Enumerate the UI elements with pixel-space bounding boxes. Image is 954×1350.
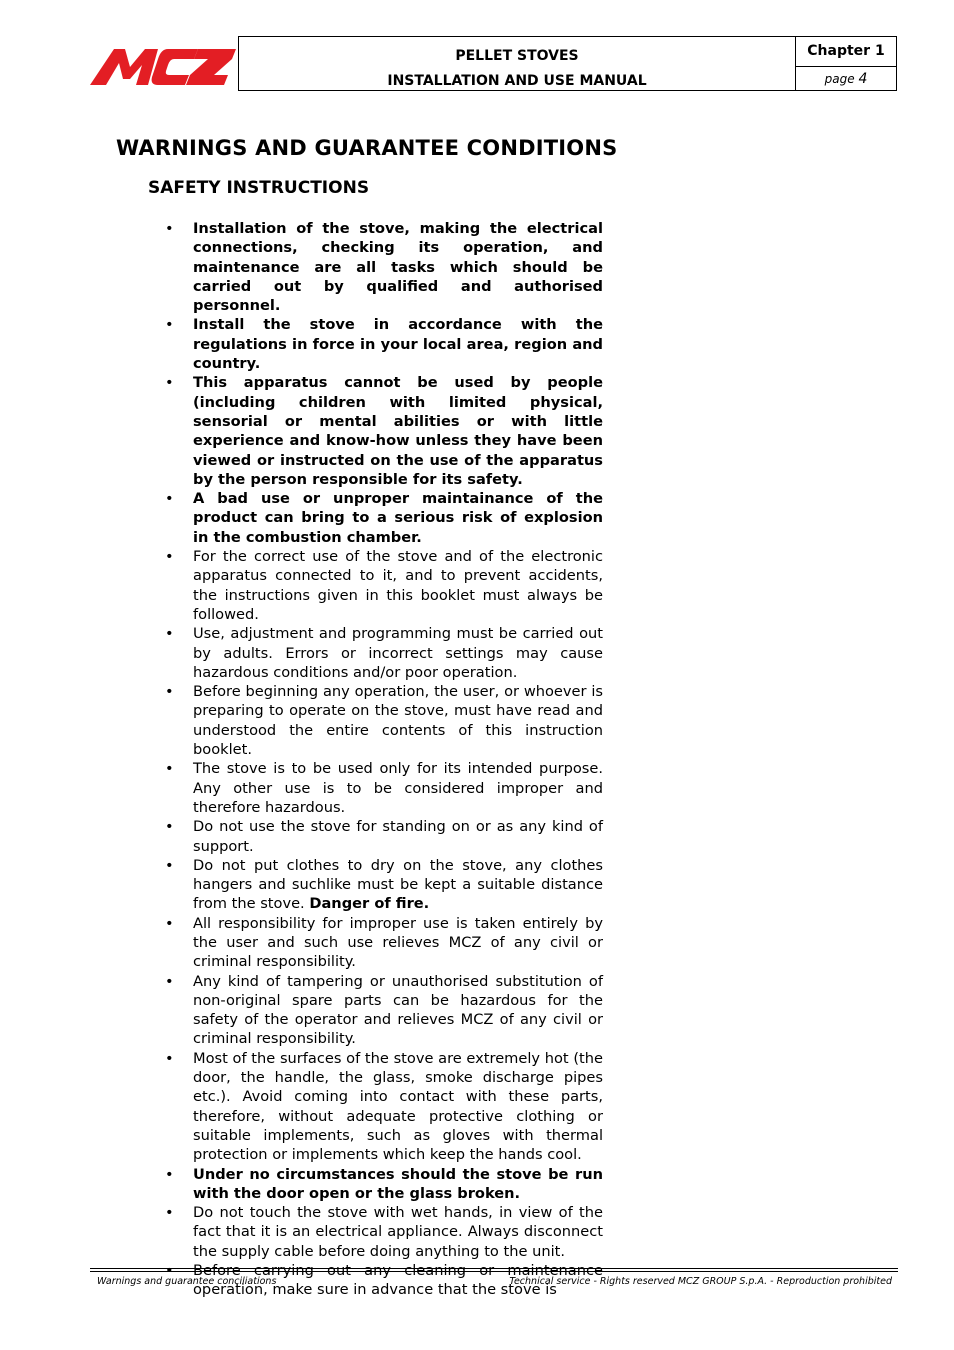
safety-instruction-text: This apparatus cannot be used by people (including children with limited physical, sensorial or mental abilities or with little experience and know-how unless they have been viewed or instructed on the use of the apparatus by the person responsible for its safety. <box>193 374 603 488</box>
bullet-icon: • <box>165 1165 174 1183</box>
safety-instruction-text: Do not put clothes to dry on the stove, any clothes hangers and suchlike must be kept a suitable distance from the stove. <box>193 856 603 913</box>
safety-instruction-item <box>163 817 603 856</box>
page-indicator <box>796 67 896 91</box>
chapter-label: Chapter 1 <box>796 37 896 67</box>
page-title: WARNINGS AND GUARANTEE CONDITIONS <box>116 136 618 160</box>
safety-instruction-text: All responsibility for improper use is taken entirely by the user and such use relieves MCZ of any civil or criminal responsibility. <box>193 914 603 971</box>
bullet-icon: • <box>165 914 174 932</box>
bullet-icon: • <box>165 1262 174 1280</box>
bullet-icon: • <box>165 316 174 334</box>
safety-instruction-item <box>163 759 603 817</box>
bullet-icon: • <box>165 625 174 643</box>
bullet-icon: • <box>165 856 174 874</box>
bullet-icon: • <box>165 818 174 836</box>
header-title-cell <box>239 37 796 90</box>
mcz-logo <box>90 43 236 87</box>
safety-instruction-item <box>163 914 603 972</box>
header-title-line2: INSTALLATION AND USE MANUAL <box>387 73 647 89</box>
safety-instruction-text: Do not touch the stove with wet hands, in view of the fact that it is an electrical appliance. Always disconnect the supply cable before doing anything to the unit. <box>193 1204 603 1260</box>
safety-instruction-text: Any kind of tampering or unauthorised substitution of non-original spare parts can be hazardous for the safety of the operator and relieves MCZ of any civil or criminal responsibility. <box>193 972 603 1048</box>
safety-instruction-text: Install the stove in accordance with the regulations in force in your local area, region and country. <box>193 316 603 373</box>
footer-divider <box>90 1268 898 1269</box>
safety-instruction-item <box>163 682 603 759</box>
safety-instruction-text: Installation of the stove, making the electrical connections, checking its operation, and maintenance are all tasks which should be carried out by qualified and authorised personnel. <box>193 220 603 315</box>
safety-instruction-text: Before carrying out any cleaning or maintenance operation, make sure in advance that the stove is <box>193 1262 603 1299</box>
safety-instruction-text: For the correct use of the stove and of the electronic apparatus connected to it, and to prevent accidents, the instructions given in this booklet must always be followed. <box>193 548 603 623</box>
safety-instruction-item <box>163 972 603 1049</box>
safety-instruction-item <box>163 315 603 373</box>
safety-instructions-list <box>163 219 603 1300</box>
header-title-line1: PELLET STOVES <box>455 48 579 64</box>
footer-left-text: Warnings and guarantee conciliations <box>97 1276 277 1287</box>
page-label: page <box>824 72 855 86</box>
safety-instruction-item <box>163 219 603 315</box>
safety-instruction-item <box>163 547 603 624</box>
bullet-icon: • <box>165 1204 174 1222</box>
safety-instruction-item <box>163 856 603 914</box>
footer-right-text: Technical service - Rights reserved MCZ GROUP S.p.A. - Reproduction prohibited <box>509 1276 892 1287</box>
safety-instruction-item <box>163 1203 603 1261</box>
safety-instruction-text: Most of the surfaces of the stove are extremely hot (the door, the handle, the glass, smoke discharge pipes etc.). Avoid coming into contact with these parts, therefore, without adequate protective clothing or suitable implements, such as gloves with thermal protection or implements which keep the hands cool. <box>193 1049 603 1164</box>
bullet-icon: • <box>165 760 174 778</box>
safety-instruction-item <box>163 489 603 547</box>
section-heading: SAFETY INSTRUCTIONS <box>148 178 370 198</box>
footer-divider-2 <box>90 1271 898 1272</box>
bullet-icon: • <box>165 1049 174 1067</box>
safety-instruction-emphasis: Danger of fire. <box>309 895 430 913</box>
safety-instruction-text: The stove is to be used only for its intended purpose. Any other use is to be considered improper and therefore hazardous. <box>193 760 603 816</box>
safety-instruction-text: Before beginning any operation, the user, or whoever is preparing to operate on the stove, must have read and understood the entire contents of this instruction booklet. <box>193 683 603 759</box>
page-number: 4 <box>858 71 868 87</box>
safety-instruction-item <box>163 1165 603 1204</box>
safety-instruction-text: Under no circumstances should the stove be run with the door open or the glass broken. <box>193 1165 603 1202</box>
bullet-icon: • <box>165 220 174 237</box>
header-box <box>238 36 897 91</box>
safety-instruction-item <box>163 373 603 489</box>
safety-instruction-text: Do not use the stove for standing on or as any kind of support. <box>193 818 603 855</box>
bullet-icon: • <box>165 548 174 566</box>
safety-instruction-item <box>163 1049 603 1165</box>
safety-instruction-text: A bad use or unproper maintainance of the product can bring to a serious risk of explosion in the combustion chamber. <box>193 490 603 546</box>
bullet-icon: • <box>165 374 174 392</box>
bullet-icon: • <box>165 490 174 508</box>
safety-instruction-item <box>163 624 603 682</box>
bullet-icon: • <box>165 972 174 990</box>
safety-instruction-text: Use, adjustment and programming must be carried out by adults. Errors or incorrect settings may cause hazardous conditions and/or poor operation. <box>193 625 603 681</box>
bullet-icon: • <box>165 683 174 701</box>
